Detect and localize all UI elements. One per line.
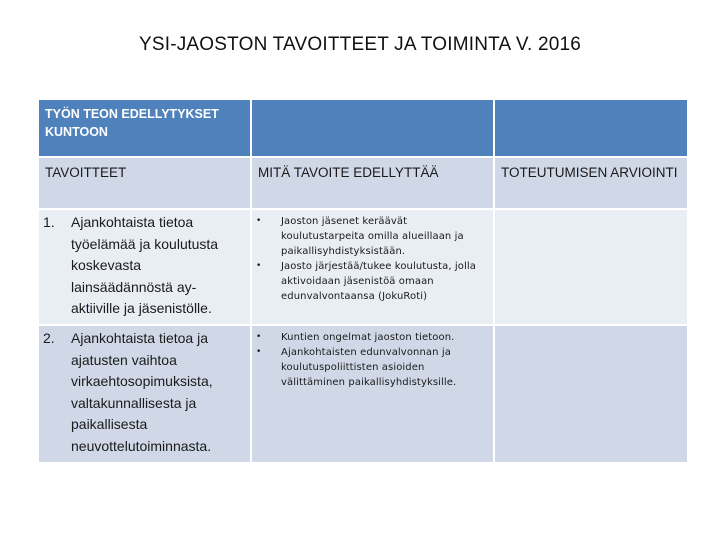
requirement-item: • Jaosto järjestää/tukee koulutusta, jolla aktivoidaan jäsenistöä omaan edunvalvontaansa (JokuRoti) [256,261,476,302]
column-header-goals: TAVOITTEET [38,157,251,209]
requirements-list [252,210,493,304]
requirements-cell [251,209,494,325]
table-row [38,209,688,325]
header-label: TYÖN TEON EDELLYTYKSET KUNTOON [45,107,219,139]
goal-number: 1. [43,214,55,230]
goal-text: Ajankohtaista tietoa ja ajatusten vaihtoa virkaehtosopimuksista, valtakunnallisesta ja paikallisesta neuvottelutoiminnasta. [71,330,213,454]
bullet-icon: • [256,261,262,271]
evaluation-cell [494,325,688,463]
evaluation-cell [494,209,688,325]
header-cell-empty [251,99,494,157]
table-row [38,325,688,463]
column-header-requirements: MITÄ TAVOITE EDELLYTTÄÄ [251,157,494,209]
requirement-item: • Kuntien ongelmat jaoston tietoon. [256,332,455,343]
requirement-item: • Ajankohtaisten edunvalvonnan ja koulutuspoliittisten asioiden välittäminen paikallisyhdistyksille. [256,347,457,388]
bullet-icon: • [256,347,262,357]
goal-cell [38,209,251,325]
header-cell [38,99,251,157]
requirement-item: • Jaoston jäsenet keräävät koulutustarpeita omilla alueillaan ja paikallisyhdistyksistään. [256,216,464,257]
requirements-list [252,326,493,390]
requirements-cell [251,325,494,463]
goals-table [37,98,689,464]
slide-title: YSI-JAOSTON TAVOITTEET JA TOIMINTA V. 2016 [138,34,582,55]
goal-text: Ajankohtaista tietoa työelämää ja koulutusta koskevasta lainsäädännöstä ay-aktiiville ja jäsenistölle. [71,214,219,316]
goal-cell [38,325,251,463]
header-cell-empty [494,99,688,157]
column-header-row [38,157,688,209]
bullet-icon: • [256,216,262,226]
table-header-row [38,99,688,157]
column-header-evaluation: TOTEUTUMISEN ARVIOINTI [494,157,688,209]
goal-number: 2. [43,330,55,346]
bullet-icon: • [256,332,262,342]
